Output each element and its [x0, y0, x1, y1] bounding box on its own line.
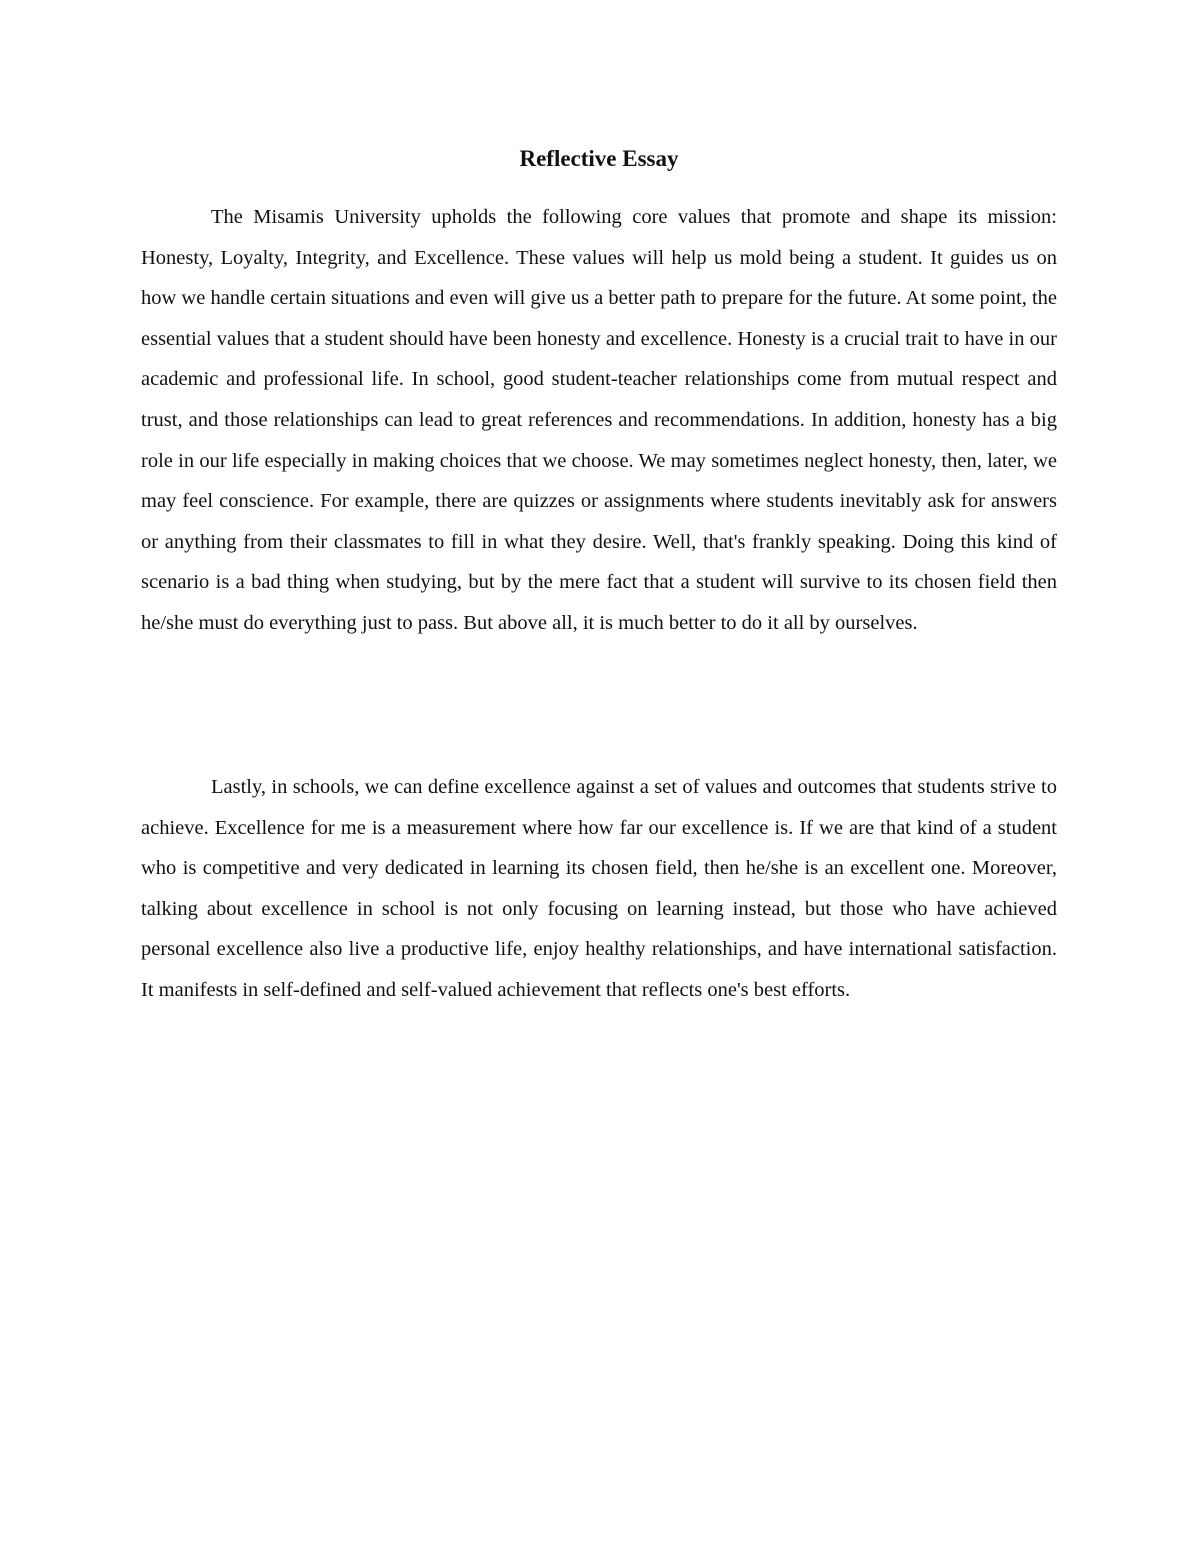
document-title: Reflective Essay [519, 146, 679, 171]
essay-paragraph-1: The Misamis University upholds the following core values that promote and shape its mission: Honesty, Loyalty, Integrity, and Excellence. These values will help us mold being a student. It guides us on how we handle certain situations and even will give us a better path to prepare for the future. At some point, the essential values that a student should have been honesty and excellence. Honesty is a crucial trait to have in our academic and professional life. In school, good student-teacher relationships come from mutual respect and trust, and those relationships can lead to great references and recommendations. In addition, honesty has a big role in our life especially in making choices that we choose. We may sometimes neglect honesty, then, later, we may feel conscience. For example, there are quizzes or assignments where students inevitably ask for answers or anything from their classmates to fill in what they desire. Well, that's frankly speaking. Doing this kind of scenario is a bad thing when studying, but by the mere fact that a student will survive to its chosen field then he/she must do everything just to pass. But above all, it is much better to do it all by ourselves. [141, 206, 1057, 634]
essay-paragraph-2: Lastly, in schools, we can define excellence against a set of values and outcomes that students strive to achieve. Excellence for me is a measurement where how far our excellence is. If we are that kind of a student who is competitive and very dedicated in learning its chosen field, then he/she is an excellent one. Moreover, talking about excellence in school is not only focusing on learning instead, but those who have achieved personal excellence also live a productive life, enjoy healthy relationships, and have international satisfaction. It manifests in self-defined and self-valued achievement that reflects one's best efforts. [141, 776, 1057, 1001]
